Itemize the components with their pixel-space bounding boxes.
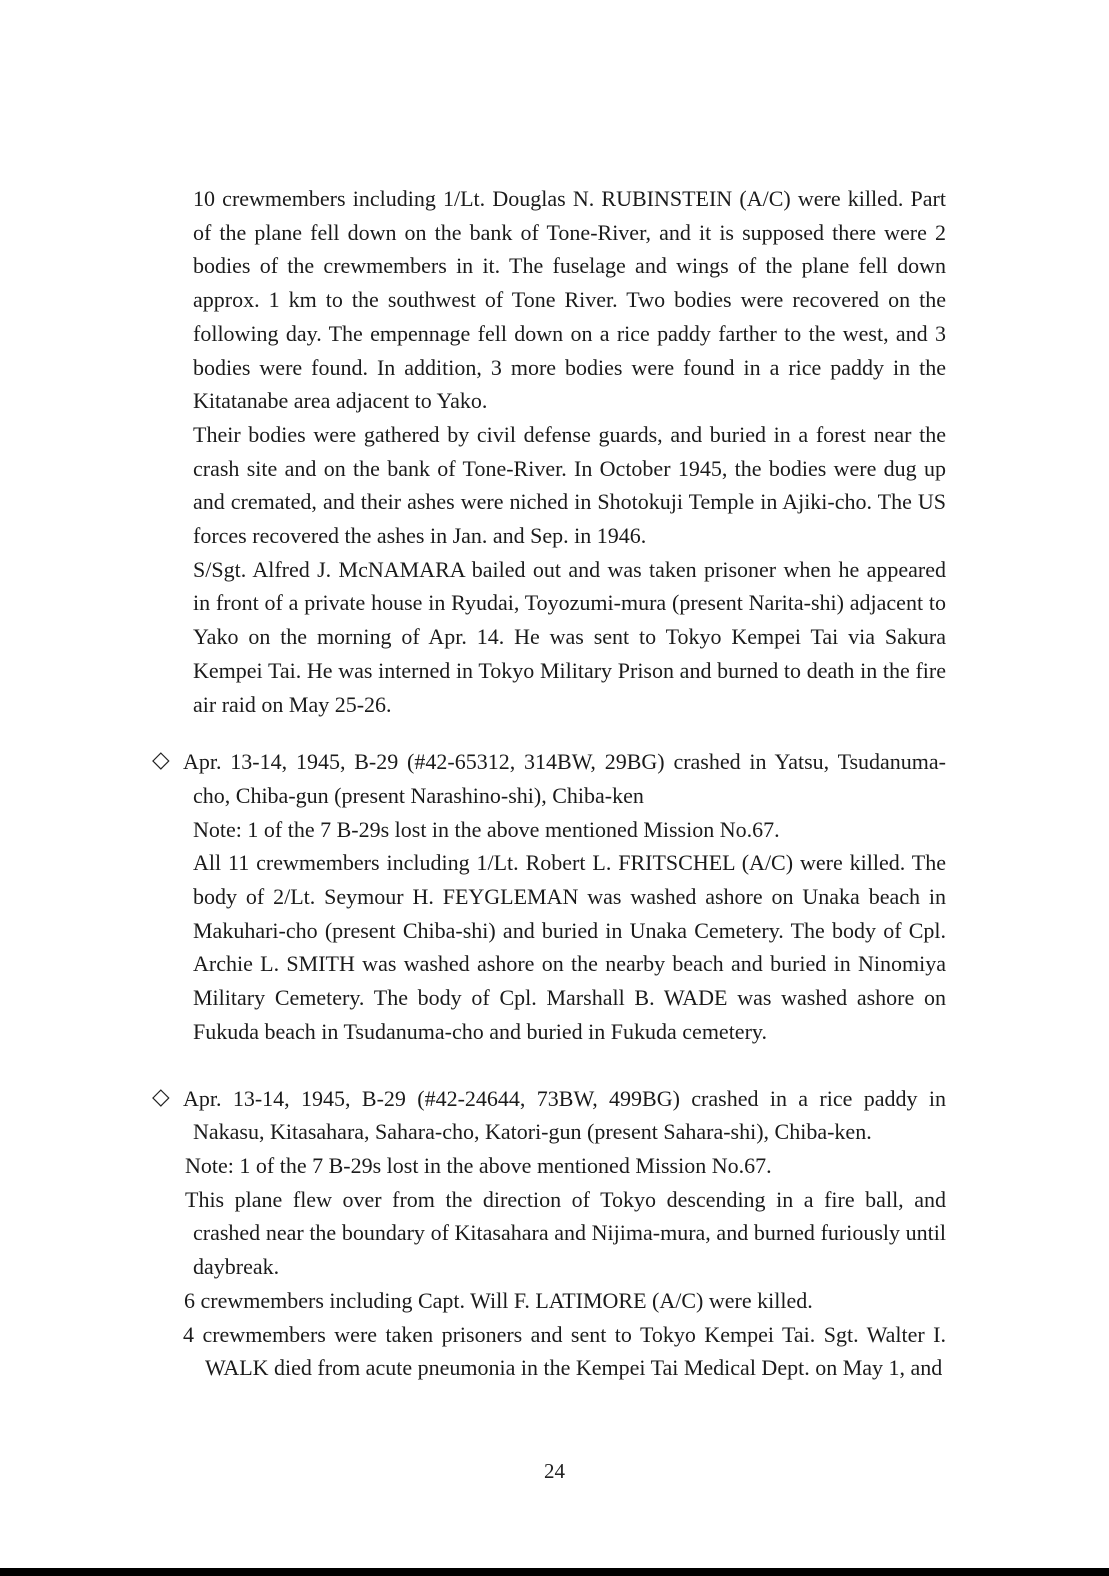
crash-entry <box>152 1082 946 1385</box>
page-number: 24 <box>544 1459 565 1483</box>
entry-body-paragraph: 6 crewmembers including Capt. Will F. LATIMORE (A/C) were killed. <box>184 1287 813 1313</box>
entry-note: Note: 1 of the 7 B-29s lost in the above mentioned Mission No.67. <box>185 1152 772 1178</box>
entry-heading <box>152 745 946 812</box>
entry-body-paragraph: This plane flew over from the direction of Tokyo descending in a fire ball, and crashed near the boundary of Kitasahara and Nijima-mura, and burned furiously until daybreak. <box>185 1186 946 1280</box>
entry-heading <box>152 1082 946 1149</box>
diamond-bullet-icon: ◇ <box>152 1083 170 1110</box>
diamond-bullet-icon: ◇ <box>152 747 170 774</box>
entry-heading-text: Apr. 13-14, 1945, B-29 (#42-24644, 73BW, 499BG) crashed in a rice paddy in Nakasu, Kitasahara, Sahara-cho, Katori-gun (present Sahara-shi), Chiba-ken. <box>183 1085 946 1145</box>
entry-body-paragraph: 4 crewmembers were taken prisoners and sent to Tokyo Kempei Tai. Sgt. Walter I. WALK died from acute pneumonia in the Kempei Tai Medical Dept. on May 1, and <box>183 1321 946 1381</box>
paragraph-crew-killed: 10 crewmembers including 1/Lt. Douglas N. RUBINSTEIN (A/C) were killed. Part of the plane fell down on the bank of Tone-River, and it is supposed there were 2 bodies of the crewmembers in it. The fuselage and wings of the plane fell down approx. 1 km to the southwest of Tone River. Two bodies were recovered on the following day. The empennage fell down on a rice paddy farther to the west, and 3 bodies were found. In addition, 3 more bodies were found in a rice paddy in the Kitatanabe area adjacent to Yako. <box>193 186 946 414</box>
page-body-text <box>152 182 946 1385</box>
paragraph-mcnamara: S/Sgt. Alfred J. McNAMARA bailed out and was taken prisoner when he appeared in front of a private house in Ryudai, Toyozumi-mura (present Narita-shi) adjacent to Yako on the morning of Apr. 14. He was sent to Tokyo Kempei Tai via Sakura Kempei Tai. He was interned in Tokyo Military Prison and burned to death in the fire air raid on May 25-26. <box>193 556 946 717</box>
bottom-border-bar <box>0 1568 1109 1576</box>
entry-body-paragraph: All 11 crewmembers including 1/Lt. Robert L. FRITSCHEL (A/C) were killed. The body of 2/Lt. Seymour H. FEYGLEMAN was washed ashore on Unaka beach in Makuhari-cho (present Chiba-shi) and buried in Unaka Cemetery. The body of Cpl. Archie L. SMITH was washed ashore on the nearby beach and buried in Ninomiya Military Cemetery. The body of Cpl. Marshall B. WADE was washed ashore on Fukuda beach in Tsudanuma-cho and buried in Fukuda cemetery. <box>193 850 946 1044</box>
entry-note: Note: 1 of the 7 B-29s lost in the above mentioned Mission No.67. <box>193 816 780 842</box>
paragraph-bodies-gathered: Their bodies were gathered by civil defense guards, and buried in a forest near the crash site and on the bank of Tone-River. In October 1945, the bodies were dug up and cremated, and their ashes were niched in Shotokuji Temple in Ajiki-cho. The US forces recovered the ashes in Jan. and Sep. in 1946. <box>193 421 946 549</box>
crash-entry <box>152 745 946 1048</box>
entry-heading-text: Apr. 13-14, 1945, B-29 (#42-65312, 314BW, 29BG) crashed in Yatsu, Tsudanuma- cho, Chiba-gun (present Narashino-shi), Chiba-ken <box>183 749 946 808</box>
